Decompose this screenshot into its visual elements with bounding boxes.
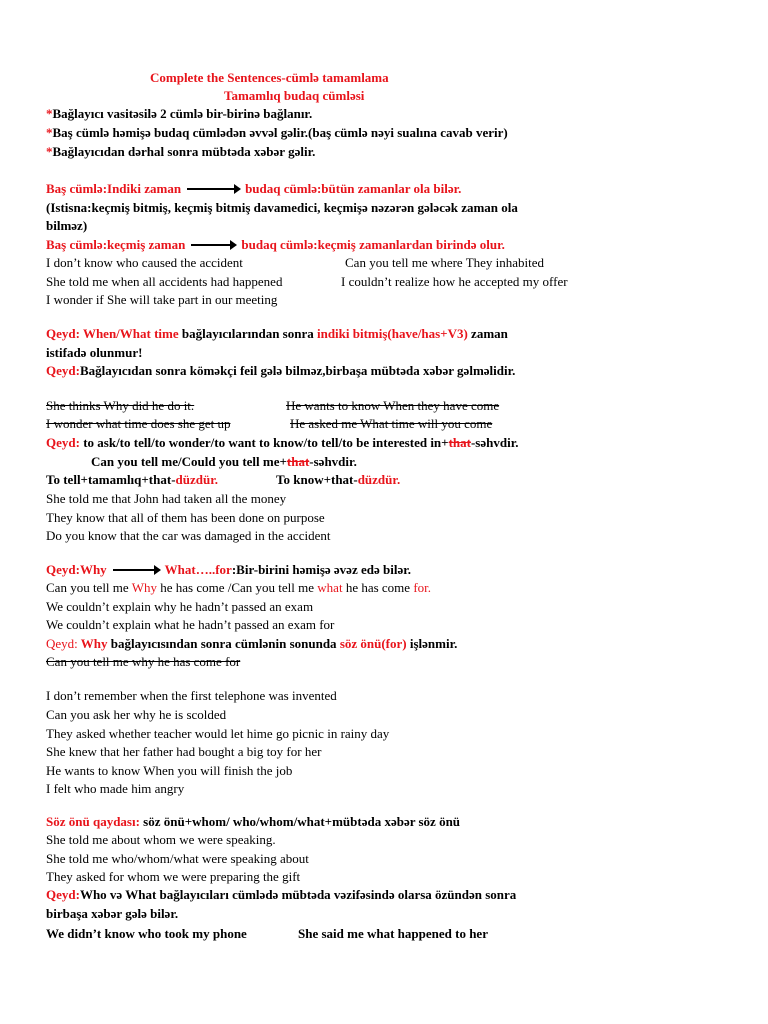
tense-present-right: budaq cümlə:bütün zamanlar ola bilər. (245, 181, 462, 196)
example-sentence: We couldn’t explain why he hadn’t passed an exam (46, 599, 314, 614)
wrong-example: I wonder what time does she get up (46, 416, 231, 431)
note-text: zaman (467, 326, 508, 341)
note-highlight: What…..for (164, 562, 232, 577)
note-text: bağlayıcısından sonra cümlənin sonunda (107, 636, 340, 651)
note-label: Qeyd: When/What time (46, 326, 179, 341)
tense-present-left: Baş cümlə:Indiki zaman (46, 181, 182, 196)
preposition-rule (46, 814, 460, 830)
note-highlight: indiki bitmiş(have/has+V3) (316, 326, 468, 341)
note-that-correct-2 (276, 472, 400, 488)
rule-2 (46, 125, 508, 141)
note-highlight: düzdür. (357, 472, 401, 487)
note-highlight: söz önü(for) (339, 636, 407, 651)
right-arrow-icon (187, 188, 239, 190)
note-label: Söz önü qaydası: (46, 814, 140, 829)
highlight-word: for. (413, 580, 432, 595)
right-arrow-icon (191, 244, 235, 246)
example-sentence: I don’t know who caused the accident (46, 255, 243, 270)
rule-star: * (46, 106, 53, 121)
wrong-example: He wants to know When they have come (286, 398, 500, 413)
rule-1 (46, 106, 312, 122)
note-why-for (46, 636, 457, 652)
example-sentence: She knew that her father had bought a big toy for her (46, 744, 322, 759)
struck-that: that (448, 435, 471, 450)
title-line-1: Complete the Sentences-cümlə tamamlama (150, 70, 389, 85)
tense-rule-past (46, 237, 505, 253)
example-sentence: I felt who made him angry (46, 781, 185, 796)
example-sentence: She told me who/whom/what were speaking about (46, 851, 309, 866)
note-text: To know+that- (276, 472, 358, 487)
note-auxiliary (46, 363, 515, 379)
example-text: he has come (342, 580, 414, 595)
example-text: Can you tell me (46, 580, 132, 595)
note-text: bağlayıcılarından sonra (178, 326, 317, 341)
note-that-usage (46, 435, 519, 451)
example-text: he has come /Can you tell me (156, 580, 318, 595)
note-text: söz önü+whom/ who/whom/what+mübtəda xəbər söz önü (139, 814, 461, 829)
note-text: Bağlayıcıdan sonra köməkçi feil gələ bilməz,birbaşa mübtəda xəbər gəlməlidir. (79, 363, 516, 378)
note-why-whatfor (46, 562, 411, 578)
note-when-what-time-line2: istifadə olunmur! (46, 345, 143, 360)
note-label: Qeyd: (46, 887, 80, 902)
note-who-what-subject (46, 887, 516, 903)
example-sentence: She told me when all accidents had happened (46, 274, 283, 289)
note-text: :Bir-birini həmişə əvəz edə bilər. (231, 562, 412, 577)
note-when-what-time (46, 326, 508, 342)
example-sentence: I wonder if She will take part in our meeting (46, 292, 278, 307)
tense-exception-1: (Istisna:keçmiş bitmiş, keçmiş bitmiş davamedici, keçmişə nəzərən gələcək zaman ola (46, 200, 518, 215)
note-text: -səhvdir. (470, 435, 519, 450)
note-highlight: düzdür. (175, 472, 219, 487)
title-line-2: Tamamlıq budaq cümləsi (224, 88, 365, 103)
example-sentence: She said me what happened to her (298, 926, 488, 941)
note-text: Can you tell me/Could you tell me+ (91, 454, 287, 469)
note-label: Qeyd: (46, 435, 80, 450)
wrong-example: He asked me What time will you come (290, 416, 493, 431)
note-label: Qeyd: (46, 636, 78, 651)
note-text: to ask/to tell/to wonder/to want to know/to tell/to be interested in+ (79, 435, 449, 450)
highlight-word: Why (131, 580, 157, 595)
example-sentence: We didn’t know who took my phone (46, 926, 247, 941)
note-that-correct-1 (46, 472, 218, 488)
rule-1-text: Bağlayıcı vasitəsilə 2 cümlə bir-birinə bağlanır. (52, 106, 313, 121)
note-that-usage-line2 (91, 454, 357, 470)
wrong-example: She thinks Why did he do it. (46, 398, 195, 413)
note-text: -səhvdir. (309, 454, 357, 469)
note-text: Who və What bağlayıcıları cümlədə mübtəda vəzifəsində olarsa özündən sonra (79, 887, 517, 902)
example-sentence: She told me that John had taken all the money (46, 491, 287, 506)
example-sentence: They know that all of them has been done on purpose (46, 510, 325, 525)
rule-3 (46, 144, 315, 160)
example-sentence: I couldn’t realize how he accepted my offer (341, 274, 568, 289)
tense-exception-2: bilməz) (46, 218, 88, 233)
note-text: To tell+tamamlıq+that- (46, 472, 176, 487)
note-highlight: Why (77, 636, 108, 651)
example-sentence: We couldn’t explain what he hadn’t passed an exam for (46, 617, 335, 632)
rule-3-text: Bağlayıcıdan dərhal sonra mübtəda xəbər gəlir. (52, 144, 316, 159)
tense-past-right: budaq cümlə:keçmiş zamanlardan birində olur. (241, 237, 505, 252)
example-sentence (46, 580, 431, 596)
example-sentence: Do you know that the car was damaged in the accident (46, 528, 331, 543)
note-text: işlənmir. (406, 636, 458, 651)
note-who-what-subject-line2: birbaşa xəbər gələ bilər. (46, 906, 179, 921)
example-sentence: They asked for whom we were preparing the gift (46, 869, 301, 884)
wrong-example: Can you tell me why he has come for (46, 654, 241, 669)
tense-rule-present (46, 181, 461, 197)
highlight-word: what (317, 580, 343, 595)
tense-past-left: Baş cümlə:keçmiş zaman (46, 237, 186, 252)
example-sentence: Can you ask her why he is scolded (46, 707, 227, 722)
example-sentence: They asked whether teacher would let hime go picnic in rainy day (46, 726, 390, 741)
rule-star: * (46, 144, 53, 159)
example-sentence: Can you tell me where They inhabited (345, 255, 545, 270)
note-label: Qeyd: (46, 363, 80, 378)
struck-that: that (286, 454, 310, 469)
example-sentence: She told me about whom we were speaking. (46, 832, 276, 847)
note-label: Qeyd:Why (46, 562, 107, 577)
right-arrow-icon (113, 569, 159, 571)
rule-star: * (46, 125, 53, 140)
example-sentence: He wants to know When you will finish the job (46, 763, 293, 778)
example-sentence: I don’t remember when the first telephone was invented (46, 688, 337, 703)
rule-2-text: Baş cümlə həmişə budaq cümlədən əvvəl gəlir.(baş cümlə nəyi sualına cavab verir) (52, 125, 508, 140)
